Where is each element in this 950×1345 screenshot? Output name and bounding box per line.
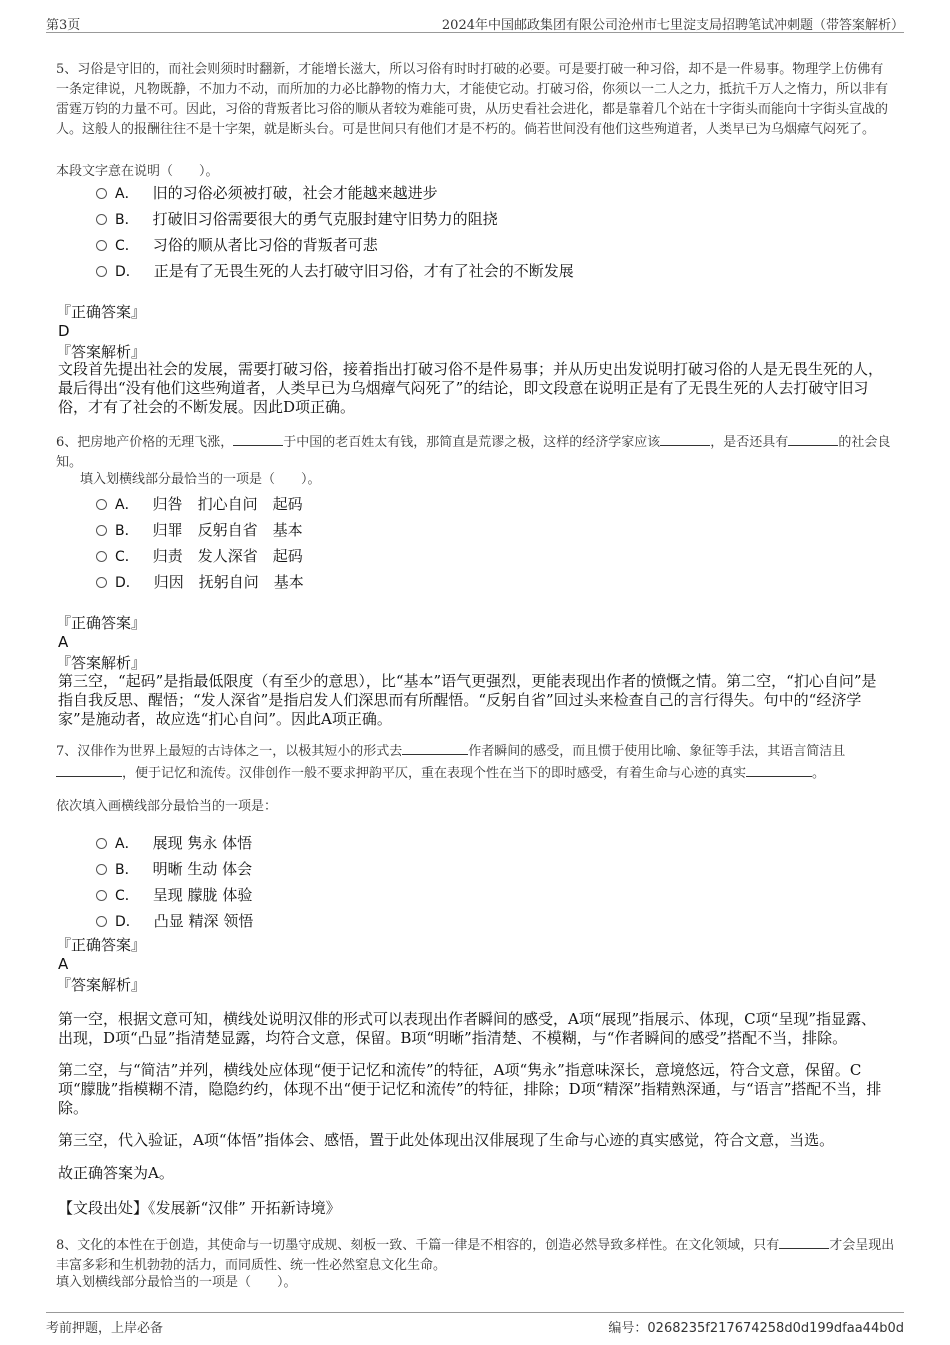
question-6-text: 6、把房地产价格的无理飞涨， 于中国的老百姓太有钱，那简直是荒谬之极，这样的经济学家应该 ，是否还具有 的社会良知。	[56, 432, 896, 473]
fill-blank	[779, 1235, 829, 1249]
answer-label: 『正确答案』	[56, 936, 147, 954]
question-7-source: 【文段出处】《发展新“汉俳” 开拓新诗境》	[58, 1199, 341, 1217]
fill-blank	[402, 741, 468, 755]
question-6-answer: A	[58, 633, 69, 651]
radio-icon[interactable]	[96, 916, 107, 927]
answer-label: 『正确答案』	[56, 303, 147, 321]
option-c[interactable]: C． 习俗的顺从者比习俗的背叛者可悲	[96, 232, 856, 258]
option-a[interactable]: A． 归咎 扪心自问 起码	[96, 491, 856, 517]
footer-slogan: 考前押题，上岸必备	[46, 1321, 164, 1336]
page-number: 第3页	[46, 18, 81, 33]
question-6-options	[96, 491, 856, 595]
radio-icon[interactable]	[96, 551, 107, 562]
question-7-text: 7、汉俳作为世界上最短的古诗体之一，以极其短小的形式去 作者瞬间的感受，而且惯于使用比喻、象征等手法，其语言简洁且，便于记忆和流传。汉俳创作一般不要求押韵平仄，重在表现个性在当下的即时感受，有着生命与心迹的真实 。	[56, 741, 896, 785]
question-8-text: 8、文化的本性在于创造，其使命与一切墨守成规、刻板一致、千篇一律是不相容的，创造必然导致多样性。在文化领域，只有 才会呈现出丰富多彩和生机勃勃的活力，而同质性、统一性必然窒息文化生命。	[56, 1235, 896, 1276]
document-code: 编号：0268235f217674258d0d199dfaa44b0d	[608, 1321, 904, 1336]
radio-icon[interactable]	[96, 266, 107, 277]
option-d[interactable]: D． 归因 抚躬自问 基本	[96, 569, 856, 595]
option-b[interactable]: B． 归罪 反躬自省 基本	[96, 517, 856, 543]
question-5-analysis: 文段首先提出社会的发展，需要打破习俗，接着指出打破习俗不是件易事；并从历史出发说明打破习俗的人是无畏生死的人，最后得出“没有他们这些殉道者，人类早已为乌烟瘴气闷死了”的结论，即文段意在说明正是有了无畏生死的人去打破守旧习俗，才有了社会的不断发展。因此D项正确。	[58, 360, 884, 416]
option-a[interactable]: A． 旧的习俗必须被打破，社会才能越来越进步	[96, 180, 856, 206]
radio-icon[interactable]	[96, 838, 107, 849]
option-c[interactable]: C． 呈现 朦胧 体验	[96, 882, 856, 908]
question-5-answer: D	[58, 322, 70, 340]
radio-icon[interactable]	[96, 864, 107, 875]
option-d[interactable]: D． 凸显 精深 领悟	[96, 908, 856, 934]
question-8-stem: 填入划横线部分最恰当的一项是（ ）。	[56, 1275, 297, 1290]
question-5-text: 5、习俗是守旧的，而社会则须时时翻新，才能增长滋大，所以习俗有时时打破的必要。可是要打破一种习俗，却不是一件易事。物理学上仿佛有一条定律说，凡物既静，不加力不动，而所加的力必比静物的惰力大，才能使它动。打破习俗，你须以一二人之力，抵抗千万人之惰力，所以非有雷霆万钧的力量不可。因此，习俗的背叛者比习俗的顺从者较为难能可贵，从历史看社会进化，都是靠着几个站在十字街头而能向十字街头宣战的人。这般人的报酬往往不是十字架，就是断头台。可是世间只有他们才是不朽的。倘若世间没有他们这些殉道者，人类早已为乌烟瘴气闷死了。	[56, 62, 889, 137]
option-c[interactable]: C． 归责 发人深省 起码	[96, 543, 856, 569]
fill-blank	[56, 763, 122, 777]
question-7-analysis-p4: 故正确答案为A。	[58, 1164, 174, 1182]
radio-icon[interactable]	[96, 188, 107, 199]
page-footer	[46, 1312, 904, 1335]
option-a[interactable]: A． 展现 隽永 体悟	[96, 830, 856, 856]
radio-icon[interactable]	[96, 577, 107, 588]
analysis-label: 『答案解析』	[56, 654, 147, 672]
radio-icon[interactable]	[96, 499, 107, 510]
fill-blank	[788, 432, 838, 446]
question-5-options	[96, 180, 856, 284]
radio-icon[interactable]	[96, 240, 107, 251]
question-7-analysis-p3: 第三空，代入验证，A项“体悟”指体会、感悟，置于此处体现出汉俳展现了生命与心迹的真实感觉，符合文意，当选。	[58, 1131, 835, 1149]
question-6-analysis: 第三空，“起码”是指最低限度（有至少的意思），比“基本”语气更强烈，更能表现出作者的愤慨之情。第二空，“扪心自问”是指自我反思、醒悟；“发人深省”是指启发人们深思而有所醒悟。“反躬自省”回过头来检查自己的言行得失。句中的“经济学家”是施动者，故应选“扪心自问”。因此A项正确。	[58, 672, 877, 728]
question-7-analysis-p2: 第二空，与“简洁”并列，横线处应体现“便于记忆和流传”的特征，A项“隽永”指意味深长，意境悠远，符合文意，保留。C项“朦胧”指模糊不清，隐隐约约，体现不出“便于记忆和流传”的特征，排除；D项“精深”指精熟深通，与“语言”搭配不当，排除。	[58, 1061, 882, 1117]
answer-label: 『正确答案』	[56, 614, 147, 632]
option-d[interactable]: D． 正是有了无畏生死的人去打破守旧习俗，才有了社会的不断发展	[96, 258, 856, 284]
question-6-stem: 填入划横线部分最恰当的一项是（ ）。	[80, 472, 321, 487]
fill-blank	[660, 432, 710, 446]
analysis-label: 『答案解析』	[56, 343, 147, 361]
radio-icon[interactable]	[96, 214, 107, 225]
question-5-stem: 本段文字意在说明（ ）。	[56, 164, 219, 179]
question-7-analysis-p1: 第一空，根据文意可知，横线处说明汉俳的形式可以表现出作者瞬间的感受，A项“展现”指展示、体现，C项“呈现”指显露、出现，D项“凸显”指清楚显露，均符合文意，保留。B项“明晰”指清楚、不模糊，与“作者瞬间的感受”搭配不当，排除。	[58, 1010, 876, 1047]
radio-icon[interactable]	[96, 525, 107, 536]
document-title: 2024年中国邮政集团有限公司沧州市七里淀支局招聘笔试冲刺题（带答案解析）	[441, 18, 904, 33]
question-7-stem: 依次填入画横线部分最恰当的一项是：	[56, 799, 278, 814]
page-header	[46, 12, 904, 33]
fill-blank	[746, 763, 812, 777]
radio-icon[interactable]	[96, 890, 107, 901]
fill-blank	[233, 432, 283, 446]
option-b[interactable]: B． 打破旧习俗需要很大的勇气克服封建守旧势力的阻挠	[96, 206, 856, 232]
option-b[interactable]: B． 明晰 生动 体会	[96, 856, 856, 882]
question-7-answer: A	[58, 955, 69, 973]
analysis-label: 『答案解析』	[56, 976, 147, 994]
question-7-options	[96, 830, 856, 934]
